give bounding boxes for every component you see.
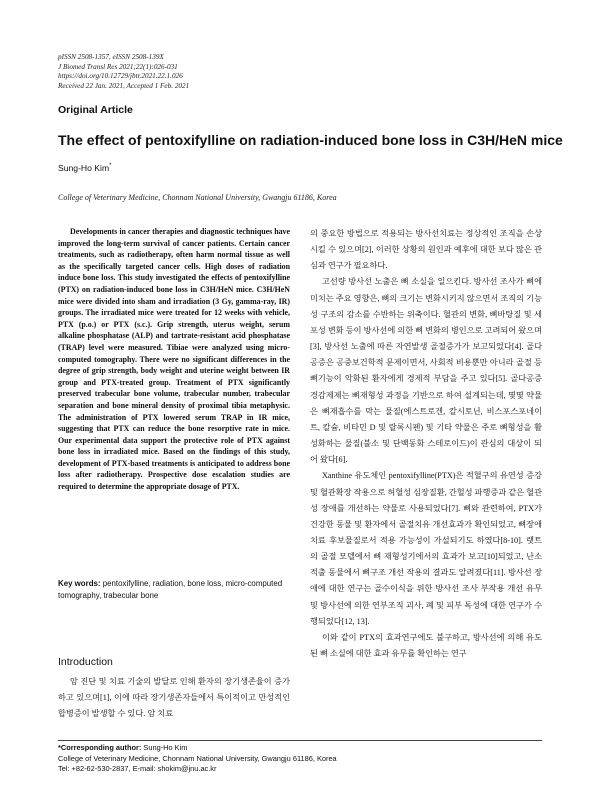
introduction-heading: Introduction xyxy=(58,656,113,668)
article-type: Original Article xyxy=(58,104,133,116)
issn-line: pISSN 2508-1357, eISSN 2508-139X xyxy=(58,53,164,61)
footnote-author-line xyxy=(58,743,558,754)
article-title: The effect of pentoxifylline on radiation-induced bone loss in C3H/HeN mice xyxy=(58,132,563,148)
keywords-text: pentoxifylline, radiation, bone loss, micro-computed tomography, trabecular bone xyxy=(58,579,283,600)
introduction-text xyxy=(58,674,290,723)
body-paragraph: 의 중요한 방법으로 적용되는 방사선치료는 정상적인 조직을 손상시킬 수 있으며[2], 이러한 상황의 원인과 예후에 대한 보다 많은 관심과 연구가 필요하다. xyxy=(310,229,542,271)
corresponding-label: *Corresponding author: xyxy=(58,743,142,752)
journal-metadata xyxy=(58,53,358,91)
body-paragraph: Xanthine 유도체인 pentoxifylline(PTX)은 적혈구의 유연성 증강 및 혈관확장 작용으로 허혈성 심장질환, 간헐성 파행증과 같은 혈관성 장애를 개선하는 약물로 사용되었다[7]. 뼈와 관련하여, PTX가 건강한 동물 및 환자에서 골절치유 개선효과가 확인되었고, 뼈장애 치료 후보물질로서 적용 가능성이 가설되기도 하였다[8-10]. 랫트의 골절 모델에서 뼈 재형성기에서의 효과가 보고[10]되었고, 난소적출 동물에서 뼈구조 개선 작용의 결과도 알려졌다[11]. 방사선 장애에 대한 연구는 골수이식을 위한 방사선 조사 부작용 개선 유무 및 방사선에 의한 연부조직 괴사, 폐 및 피부 독성에 대한 연구가 수행되었다[12, 13]. xyxy=(310,471,542,626)
received-date: Received 22 Jan. 2021, Accepted 1 Feb. 2021 xyxy=(58,81,190,90)
doi-link[interactable]: https://doi.org/10.12729/jbtr.2021.22.1.026 xyxy=(58,72,183,81)
body-paragraph: 고선량 방사선 노출은 뼈 소실을 일으킨다. 방사선 조사가 뼈에 미치는 주요 영향은, 뼈의 크기는 변화시키지 않으면서 조직의 기능성 구조의 감소를 수반하는 위축이다. 혈관의 변화, 뼈바탕질 및 세포성 변화 등이 방사선에 의한 뼈 변화의 병인으로 고려되어 왔으며[3], 방사선 노출에 따른 자연발생 골절증가가 보고되었다[4]. 골다공증은 공중보건학적 문제이면서, 사회적 비용뿐만 아니라 골절 등 뼈기능이 악화된 환자에게 경제적 부담을 주고 있다[5]. 골다공증 경감제제는 뼈재형성 과정을 기반으로 하여 설계되는데, 몇몇 약물은 뼈재흡수를 막는 물질(에스트로겐, 칼시토닌, 비스포스포네이트, 칼슘, 비타민 D 및 랄록시펜) 및 기타 약물은 주로 뼈형성을 활성화하는 물질(불소 및 단백동화 스테로이드)이 관심의 대상이 되어 왔다[6]. xyxy=(310,277,542,465)
abstract: Developments in cancer therapies and diagnostic techniques have improved the long-term survival of cancer patients. Certain cancer treatments, such as radiotherapy, often harm normal tissue as well as the specifically targeted cancer cells. High doses of radiation induce bone loss. This study investigated the effects of pentoxifylline (PTX) on radiation-induced bone loss in C3H/HeN mice. C3H/HeN mice were divided into sham and irradiation (3 Gy, gamma-ray, IR) groups. The irradiated mice were treated for 12 weeks with vehicle, PTX (p.o.) or PTX (s.c.). Grip strength, uterus weight, serum alkaline phosphatase (ALP) and tartrate-resistant acid phosphatase (TRAP) level were measured. Tibiae were analyzed using micro-computed tomography. There were no significant differences in the degree of grip strength, body weight and uterine weight between IR group and PTX-treated group. Treatment of PTX significantly preserved trabecular bone volume, trabecular number, trabecular separation and bone mineral density of proximal tibia metaphysic. The administration of PTX lowered serum TRAP in IR mice, suggesting that PTX can reduce the bone resorptive rate in mice. Our experimental data support the protective role of PTX against bone loss in irradiated mice. Based on the findings of this study, development of PTX-based treatments is anticipated to address bone loss after radiotherapy. Prospective dose escalation studies are required to determine the appropriate dosage of PTX. xyxy=(58,227,290,492)
corresponding-name: Sung-Ho Kim xyxy=(143,743,188,752)
footnote-contact[interactable]: Tel: +82-62-530-2837, E-mail: shokim@jnu.ac.kr xyxy=(58,764,217,774)
right-column-text xyxy=(310,226,542,662)
corresponding-mark: * xyxy=(109,163,112,170)
keywords-label: Key words: xyxy=(58,579,101,588)
keywords xyxy=(58,578,290,602)
journal-citation: J Biomed Transl Res 2021;22(1):026-031 xyxy=(58,62,178,71)
author-name: Sung-Ho Kim xyxy=(58,163,110,173)
footnote-address: College of Veterinary Medicine, Chonnam National University, Gwangju 61186, Korea xyxy=(58,753,337,763)
intro-paragraph: 암 진단 및 치료 기술의 발달로 인해 환자의 장기생존율이 증가하고 있으며[1], 이에 따라 장기생존자들에서 특이적이고 만성적인 합병증이 발생할 수 있다. 암 치료 xyxy=(58,677,290,719)
corresponding-author-footnote xyxy=(58,743,558,775)
author-line xyxy=(58,163,111,173)
author-affiliation: College of Veterinary Medicine, Chonnam National University, Gwangju 61186, Korea xyxy=(58,193,337,202)
body-paragraph: 이와 같이 PTX의 효과연구에도 불구하고, 방사선에 의해 유도된 뼈 소실에 대한 효과 유무를 확인하는 연구 xyxy=(310,632,542,659)
footnote-divider xyxy=(58,740,542,741)
